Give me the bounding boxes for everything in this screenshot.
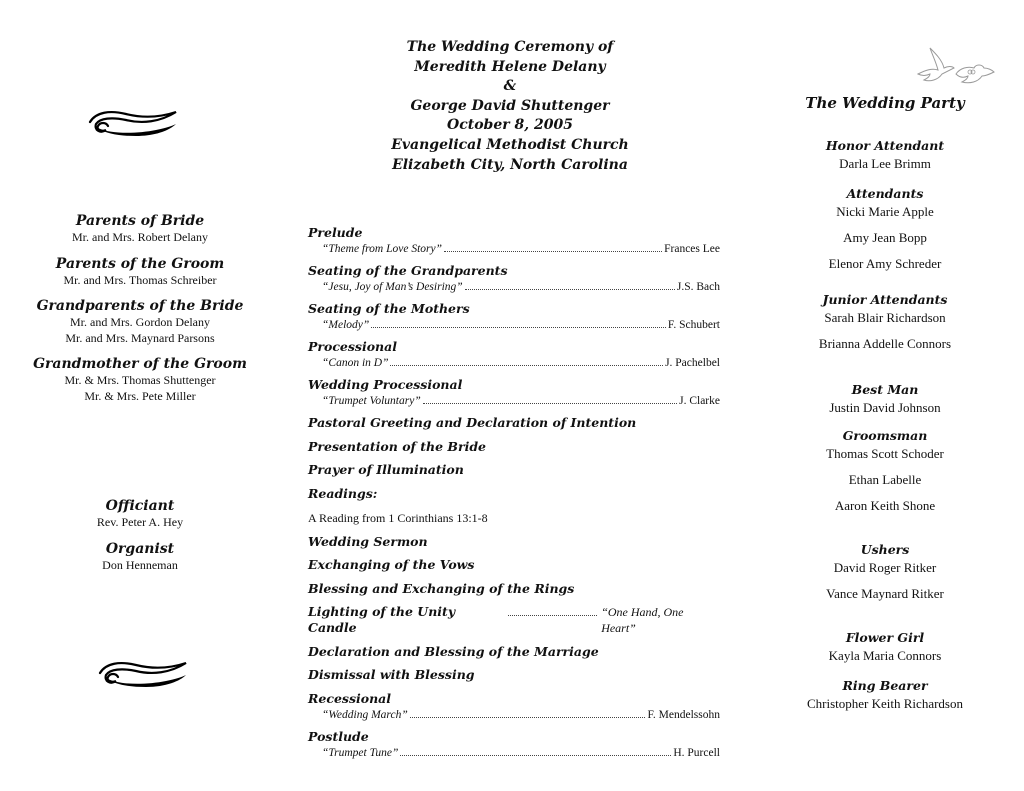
program-item-title: Pastoral Greeting and Declaration of Intention [308, 415, 637, 430]
groomsman-title: Groomsman [842, 428, 928, 443]
music-piece [308, 393, 720, 409]
ceremony-program [308, 225, 720, 761]
piece-composer: F. Mendelssohn [647, 708, 720, 721]
grandparents-bride-title: Grandparents of the Bride [36, 298, 244, 314]
ushers-title: Ushers [860, 542, 910, 557]
honor-attendant-name: Darla Lee Brimm [839, 156, 931, 171]
program-item [308, 339, 720, 371]
ring-bearer-title: Ring Bearer [842, 678, 928, 693]
grandmother-groom-name: Mr. & Mrs. Thomas Shuttenger [64, 373, 216, 387]
leader-dots [508, 615, 597, 616]
attendants-title: Attendants [846, 186, 924, 201]
leader-dots [444, 251, 662, 252]
attendant-name: Nicki Marie Apple [836, 204, 934, 219]
music-piece [308, 707, 720, 723]
groomsman-name: Thomas Scott Schoder [826, 446, 944, 461]
leader-dots [410, 717, 646, 718]
church-location: Elizabeth City, North Carolina [392, 156, 628, 173]
ring-bearer-name: Christopher Keith Richardson [807, 696, 963, 711]
usher-name: David Roger Ritker [833, 560, 937, 575]
attendant-name: Elenor Amy Schreder [828, 256, 942, 271]
family-section [30, 212, 250, 413]
wedding-party-title: The Wedding Party [805, 94, 965, 112]
program-item [308, 604, 720, 636]
officiants-section [30, 497, 250, 582]
piece-title: “Wedding March” [322, 708, 408, 721]
program-item-title: Recessional [308, 690, 392, 706]
doves-icon [912, 44, 996, 90]
program-item [308, 263, 720, 295]
flower-girl-name: Kayla Maria Connors [828, 648, 942, 663]
piece-composer: J. Clarke [679, 395, 720, 407]
leader-dots [465, 289, 675, 290]
flourish-icon [86, 108, 180, 140]
junior-attendants-title: Junior Attendants [822, 292, 948, 307]
piece-title: “Jesu, Joy of Man’s Desiring” [322, 281, 463, 293]
groomsman-name: Aaron Keith Shone [834, 498, 936, 513]
program-item [308, 691, 720, 723]
usher-name: Vance Maynard Ritker [826, 586, 944, 601]
flower-girl-title: Flower Girl [845, 630, 925, 645]
groomsman-name: Ethan Labelle [848, 472, 922, 487]
music-piece [308, 745, 720, 761]
program-item-title: Prayer of Illumination [308, 462, 464, 477]
bride-name: Meredith Helene Delany [414, 58, 606, 75]
piece-composer: F. Schubert [667, 319, 720, 331]
leader-dots [400, 755, 671, 756]
program-item-title: Lighting of the Unity Candle [308, 604, 456, 635]
church-name: Evangelical Methodist Church [391, 136, 629, 153]
piece-title: “Theme from Love Story” [322, 243, 443, 255]
piece-composer: Frances Lee [664, 243, 720, 255]
junior-attendant-name: Sarah Blair Richardson [824, 310, 946, 325]
officiant-name: Rev. Peter A. Hey [96, 515, 184, 529]
organist-title: Organist [105, 540, 175, 557]
program-item-title: Processional [308, 339, 397, 354]
program-item-title: Declaration and Blessing of the Marriage [308, 643, 599, 659]
best-man-title: Best Man [851, 382, 919, 397]
program-item-title: Postlude [308, 728, 369, 744]
piece-composer: J.S. Bach [676, 281, 720, 293]
music-piece [308, 317, 720, 333]
ceremony-header [330, 38, 690, 175]
program-item-title: Wedding Sermon [308, 533, 428, 549]
program-item-title: Dismissal with Blessing [308, 667, 475, 682]
wedding-party-section [775, 94, 995, 717]
junior-attendant-name: Brianna Addelle Connors [818, 336, 952, 351]
parents-bride-name: Mr. and Mrs. Robert Delany [72, 230, 208, 244]
reading-text: A Reading from 1 Corinthians 13:1-8 [308, 511, 488, 525]
music-piece [308, 355, 720, 371]
program-item-title: Seating of the Mothers [308, 301, 470, 316]
piece-composer: H. Purcell [673, 746, 720, 759]
grandparents-bride-name: Mr. and Mrs. Maynard Parsons [65, 330, 215, 345]
attendant-name: Amy Jean Bopp [843, 230, 927, 245]
groom-name: George David Shuttenger [410, 97, 610, 114]
piece-title: “One Hand, One Heart” [601, 605, 684, 635]
grandparents-bride-name: Mr. and Mrs. Gordon Delany [70, 315, 210, 329]
header-line-1: The Wedding Ceremony of [406, 39, 614, 55]
grandmother-groom-name: Mr. & Mrs. Pete Miller [84, 388, 196, 403]
officiant-title: Officiant [105, 498, 175, 514]
organist-name: Don Henneman [102, 557, 178, 572]
piece-composer: J. Pachelbel [665, 357, 720, 369]
music-piece [308, 279, 720, 295]
program-item [308, 301, 720, 333]
program-item-title: Readings: [308, 485, 378, 501]
program-item-title: Wedding Processional [308, 377, 463, 392]
leader-dots [423, 403, 677, 404]
wedding-date: October 8, 2005 [447, 117, 573, 134]
parents-groom-title: Parents of the Groom [55, 255, 225, 272]
honor-attendant-title: Honor Attendant [825, 138, 945, 153]
program-item-title: Seating of the Grandparents [308, 263, 508, 278]
program-item [308, 729, 720, 761]
piece-title: “Trumpet Tune” [322, 746, 399, 759]
program-item-title: Blessing and Exchanging of the Rings [308, 580, 575, 596]
leader-dots [371, 327, 666, 328]
program-item-title: Prelude [308, 225, 363, 240]
program-item-title: Presentation of the Bride [308, 438, 487, 454]
grandmother-groom-title: Grandmother of the Groom [33, 356, 247, 372]
program-item [308, 377, 720, 409]
piece-title: “Canon in D” [322, 357, 389, 369]
flourish-icon [96, 659, 190, 691]
music-piece [308, 241, 720, 257]
program-item-title: Exchanging of the Vows [308, 557, 475, 572]
piece-title: “Trumpet Voluntary” [322, 395, 421, 407]
ampersand: & [503, 78, 517, 95]
best-man-name: Justin David Johnson [829, 400, 941, 415]
leader-dots [390, 365, 663, 366]
piece-title: “Melody” [322, 319, 370, 331]
program-item [308, 225, 720, 257]
parents-bride-title: Parents of Bride [75, 213, 205, 229]
parents-groom-name: Mr. and Mrs. Thomas Schreiber [63, 272, 217, 287]
